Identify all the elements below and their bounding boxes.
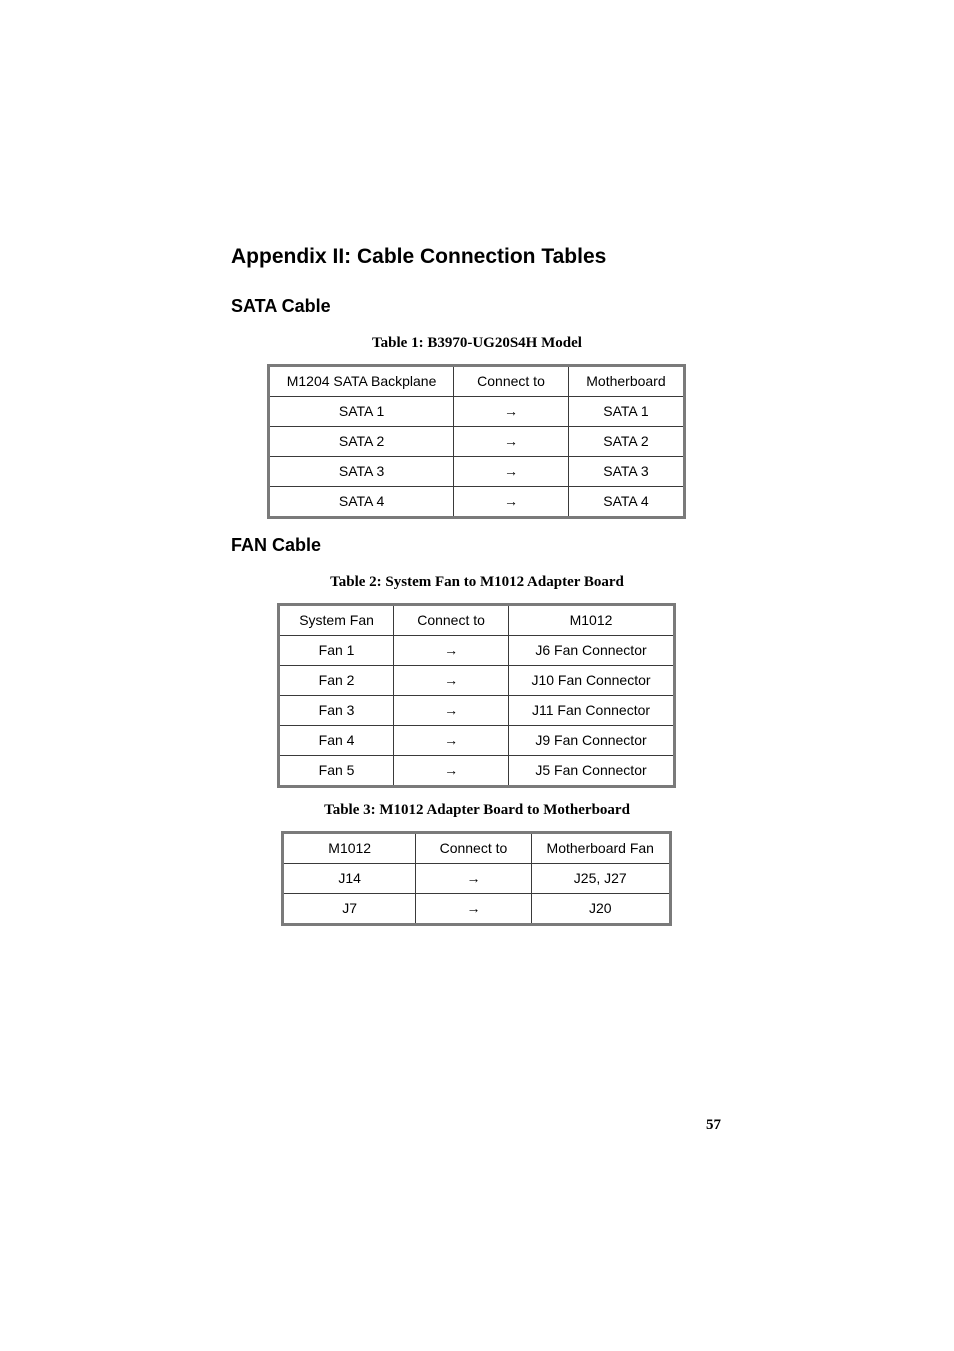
table-cell: Fan 5 — [279, 756, 394, 787]
arrow-right-icon: → — [454, 487, 569, 518]
table-cell: J14 — [283, 864, 416, 894]
table-cell: SATA 1 — [269, 397, 454, 427]
arrow-right-icon: → — [394, 726, 509, 756]
table-header-row — [283, 833, 671, 864]
table-row — [279, 756, 675, 787]
arrow-right-icon: → — [454, 397, 569, 427]
table-cell: J25, J27 — [531, 864, 670, 894]
section-heading-fan: FAN Cable — [231, 535, 322, 555]
header-cell: Motherboard — [568, 366, 684, 397]
table-cell: J5 Fan Connector — [509, 756, 675, 787]
header-cell: M1012 — [509, 605, 675, 636]
table-cell: SATA 1 — [568, 397, 684, 427]
arrow-right-icon: → — [454, 427, 569, 457]
header-cell: System Fan — [279, 605, 394, 636]
table-cell: SATA 3 — [568, 457, 684, 487]
table-row — [283, 864, 671, 894]
table-cell: SATA 4 — [568, 487, 684, 518]
table-cell: SATA 3 — [269, 457, 454, 487]
table-row — [269, 487, 685, 518]
table-row — [269, 397, 685, 427]
arrow-right-icon: → — [394, 636, 509, 666]
header-cell: Connect to — [416, 833, 531, 864]
table-row — [279, 726, 675, 756]
table-cell: J20 — [531, 894, 670, 925]
table-cell: SATA 2 — [568, 427, 684, 457]
table-cell: Fan 3 — [279, 696, 394, 726]
page-title: Appendix II: Cable Connection Tables — [231, 245, 607, 268]
table-header-row — [269, 366, 685, 397]
table-cell: J11 Fan Connector — [509, 696, 675, 726]
arrow-right-icon: → — [394, 666, 509, 696]
header-cell: Motherboard Fan — [531, 833, 670, 864]
table-cell: SATA 4 — [269, 487, 454, 518]
table-cell: J6 Fan Connector — [509, 636, 675, 666]
header-cell: Connect to — [454, 366, 569, 397]
table-2 — [277, 603, 676, 788]
table-cell: J10 Fan Connector — [509, 666, 675, 696]
header-cell: M1204 SATA Backplane — [269, 366, 454, 397]
table-cell: Fan 2 — [279, 666, 394, 696]
table-1 — [267, 364, 686, 519]
table-header-row — [279, 605, 675, 636]
header-cell: Connect to — [394, 605, 509, 636]
table-row — [279, 666, 675, 696]
table-cell: Fan 4 — [279, 726, 394, 756]
table-row — [283, 894, 671, 925]
table-2-caption: Table 2: System Fan to M1012 Adapter Board — [330, 574, 624, 590]
table-row — [269, 457, 685, 487]
table-3-caption: Table 3: M1012 Adapter Board to Motherboard — [324, 802, 630, 818]
arrow-right-icon: → — [394, 756, 509, 787]
arrow-right-icon: → — [416, 864, 531, 894]
table-1-caption: Table 1: B3970-UG20S4H Model — [372, 335, 582, 351]
arrow-right-icon: → — [454, 457, 569, 487]
table-3 — [281, 831, 672, 926]
table-row — [279, 696, 675, 726]
table-cell: SATA 2 — [269, 427, 454, 457]
table-cell: Fan 1 — [279, 636, 394, 666]
arrow-right-icon: → — [416, 894, 531, 925]
table-row — [269, 427, 685, 457]
page-number: 57 — [706, 1117, 721, 1133]
table-cell: J7 — [283, 894, 416, 925]
section-heading-sata: SATA Cable — [231, 296, 331, 316]
table-cell: J9 Fan Connector — [509, 726, 675, 756]
table-row — [279, 636, 675, 666]
arrow-right-icon: → — [394, 696, 509, 726]
header-cell: M1012 — [283, 833, 416, 864]
